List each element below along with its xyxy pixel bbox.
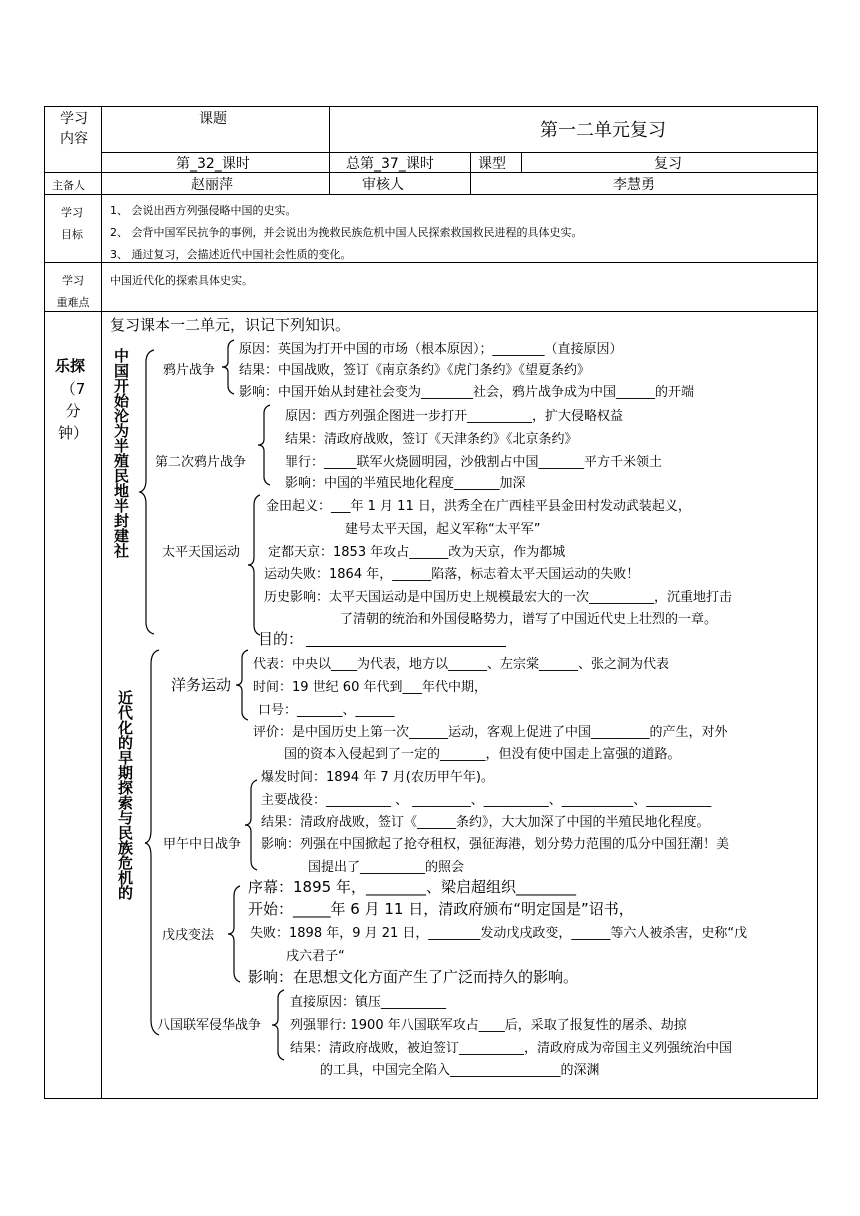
taiping-impact-1: 历史影响：太平天国运动是中国历史上规模最宏大的一次__________，沉重地打击 [264,590,733,605]
goals-label: 学习 目标 [61,206,83,241]
reform-brace [228,886,242,982]
table-border-bottom [44,1098,818,1099]
side-label-time: （7 分 钟） [58,380,89,442]
sinojapanese-outbreak: 爆发时间：1894 年 7 月(农历甲午年)。 [261,770,494,785]
goal-item-1: 1、 会说出西方列强侵略中国的史实。 [110,204,297,217]
col-divider-lesson [329,152,330,194]
eight-nation-cause: 直接原因：镇压__________ [290,995,447,1010]
sinojapanese-effect-1: 影响：列强在中国掀起了抢夺租权，强征海港，划分势力范围的瓜分中国狂潮！美 [261,837,730,852]
westernization-time: 时间：19 世纪 60 年代到___年代中期， [253,680,487,695]
intro-text: 复习课本一二单元，识记下列知识。 [110,316,351,334]
col-divider-type2 [521,152,522,172]
reform-prelude: 序幕：1895 年，________、梁启超组织________ [248,878,576,896]
part2-purpose: 目的： [258,630,304,648]
table-border-right [817,106,818,1099]
col-divider-topic [329,106,330,152]
sinojapanese-battles: 主要战役：__________ 、 _________、__________、___________、__________ [261,793,712,808]
opium-war-cause: 原因：英国为打开中国的市场（根本原因）；________（直接原因） [239,342,623,357]
part1-big-brace [140,350,160,635]
row-divider-c [44,194,818,195]
topic-label: 课题 [199,111,227,127]
reform-fail-1: 失败：1898 年，9 月 21 日，________发动戊戌政变，______等六人被杀害，史称“戊 [250,926,748,941]
part1-title: 中国开始沦为半殖民地半封建社 [112,348,130,558]
type-label: 课型 [478,156,506,172]
taiping-fail: 运动失败：1864 年，______陷落，标志着太平天国运动的失败！ [264,567,640,582]
part2-big-brace [145,650,165,1035]
part2-title: 近代化的早期探索与民族危机的 [116,690,134,900]
col-divider-type [470,152,471,194]
purpose-blank [306,646,506,647]
westernization-brace [236,650,250,720]
opium-war-effect: 影响：中国开始从封建社会变为________社会，鸦片战争成为中国______的开端 [239,385,695,400]
eight-nation-brace [272,990,286,1060]
row-divider-e [44,311,818,312]
goal-item-3: 3、 通过复习，会描述近代中国社会性质的变化。 [110,248,352,261]
sinojapanese-war-brace [245,780,259,870]
westernization-eval-2: 国的资本入侵起到了一定的_______，但没有使中国走上富强的道路。 [284,747,681,762]
total-lesson-number: 总第_37_课时 [346,156,434,172]
eight-nation-crime: 列强罪行: 1900 年八国联军攻占____后，采取了报复性的屠杀、劫掠 [290,1018,687,1033]
westernization-name: 洋务运动 [171,676,232,694]
preparer-label: 主备人 [52,179,85,192]
type-value: 复习 [654,156,682,172]
second-opium-war-effect: 影响：中国的半殖民地化程度_______加深 [285,476,526,491]
westernization-eval-1: 评价：是中国历史上第一次______运动，客观上促进了中国_________的产生，对外 [253,725,728,740]
second-opium-war-name: 第二次鸦片战争 [155,455,247,470]
sinojapanese-effect-2: 国提出了__________的照会 [308,860,465,875]
page-title: 第一二单元复习 [540,120,666,141]
opium-war-result: 结果：中国战败，签订《南京条约》《虎门条约》《望夏条约》 [239,363,591,378]
westernization-rep: 代表：中央以____为代表，地方以______、左宗棠______、张之洞为代表 [253,657,670,672]
second-opium-war-cause: 原因：西方列强企图进一步打开__________，扩大侵略权益 [285,409,624,424]
westernization-slogan: 口号：_______、______ [258,703,395,718]
sinojapanese-war-name: 甲午中日战争 [163,837,242,852]
reform-fail-2: 戌六君子“ [286,949,345,964]
eight-nation-result-1: 结果：清政府战败，被迫签订__________，清政府成为帝国主义列强统治中国 [290,1041,733,1056]
taiping-brace [248,495,262,635]
table-border-top [44,106,818,107]
goal-item-2: 2、 会背中国军民抗争的事例，并会说出为挽救民族危机中国人民探索救国救民进程的具体史实。 [110,226,583,239]
col-divider-1 [101,106,102,1099]
side-label-main: 乐探 [55,357,86,375]
eight-nation-name: 八国联军侵华战争 [157,1018,262,1033]
reform-name: 戊戌变法 [162,928,215,943]
taiping-start-1: 金田起义：___年 1 月 11 日，洪秀全在广西桂平县金田村发动武装起义， [266,499,691,514]
row-divider-d [44,262,818,263]
eight-nation-result-2: 的工具，中国完全陷入_________________的深渊 [320,1063,600,1078]
taiping-start-2: 建号太平天国，起义军称“太平军” [345,522,541,537]
reviewer-label: 审核人 [362,177,404,193]
sinojapanese-result: 结果：清政府战败，签订《______条约》，大大加深了中国的半殖民地化程度。 [261,815,710,830]
reviewer-name: 李慧勇 [613,177,655,193]
keypoints-label: 学习 重难点 [56,274,90,309]
reform-impact: 影响：在思想文化方面产生了广泛而持久的影响。 [248,968,579,986]
preparer-name: 赵丽萍 [191,177,233,193]
second-opium-war-crime: 罪行：_____联军火烧圆明园，沙俄割占中国_______平方千米领土 [285,455,663,470]
second-opium-war-result: 结果：清政府战败，签订《天津条约》《北京条约》 [285,432,578,447]
table-border-left [44,106,45,1099]
opium-war-name: 鸦片战争 [163,363,216,378]
reform-start: 开始：_____年 6 月 11 日，清政府颁布“明定国是”诏书， [248,900,634,918]
keypoints-text: 中国近代化的探索具体史实。 [110,274,253,287]
study-content-label: 学习 内容 [60,111,88,147]
opium-war-brace [222,340,236,394]
lesson-number: 第_32_课时 [176,156,250,172]
taiping-impact-2: 了清朝的统治和外国侵略势力，谱写了中国近代史上壮烈的一章。 [340,612,718,627]
taiping-capital: 定都天京：1853 年攻占______改为天京，作为都城 [268,545,566,560]
taiping-name: 太平天国运动 [162,545,241,560]
second-opium-war-brace [258,405,272,485]
